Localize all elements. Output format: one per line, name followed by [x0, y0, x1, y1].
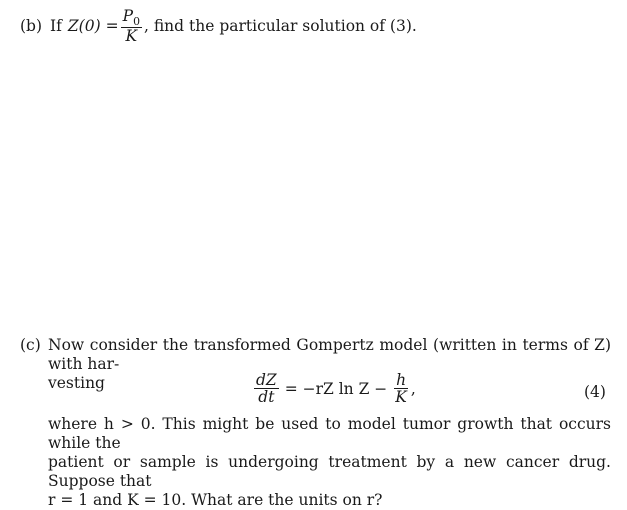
part-c-para-line3: r = 1 and K = 10. What are the units on r? — [48, 491, 383, 509]
part-c-para-line1: where h > 0. This might be used to model tumor growth that occurs while the — [48, 415, 611, 452]
eq-rhs-den: K — [395, 388, 407, 407]
part-b-frac-den: K — [125, 27, 138, 46]
part-c-para-line2: patient or sample is undergoing treatment by a new cancer drug. Suppose that — [48, 453, 611, 490]
equation-number: (4) — [584, 383, 606, 401]
part-b-rest: , find the particular solution of (3). — [143, 17, 417, 36]
part-b-if: If — [50, 17, 62, 36]
part-c-label: (c) — [20, 336, 41, 354]
eq-lhs-num: dZ — [256, 371, 277, 389]
part-b-equals: = — [105, 17, 119, 36]
equation-4 — [252, 372, 416, 406]
part-c-line2: vesting — [48, 374, 105, 392]
part-b-frac-num-sub: 0 — [133, 15, 140, 29]
eq-lhs-fraction — [254, 372, 279, 406]
eq-rhs-fraction — [393, 372, 409, 406]
eq-mid: = −rZ ln Z − — [284, 379, 388, 398]
part-b-z0: Z(0) — [67, 17, 101, 36]
part-b-fraction — [121, 8, 142, 45]
part-b-frac-num: P — [122, 7, 134, 25]
part-b-question — [20, 8, 417, 45]
eq-lhs-den: dt — [258, 388, 275, 407]
part-c-body — [48, 415, 611, 510]
part-b-label: (b) — [20, 17, 43, 36]
eq-comma: , — [410, 379, 416, 398]
eq-rhs-num: h — [396, 371, 407, 389]
part-c-line1: Now consider the transformed Gompertz model (written in terms of Z) with har- — [48, 336, 611, 373]
